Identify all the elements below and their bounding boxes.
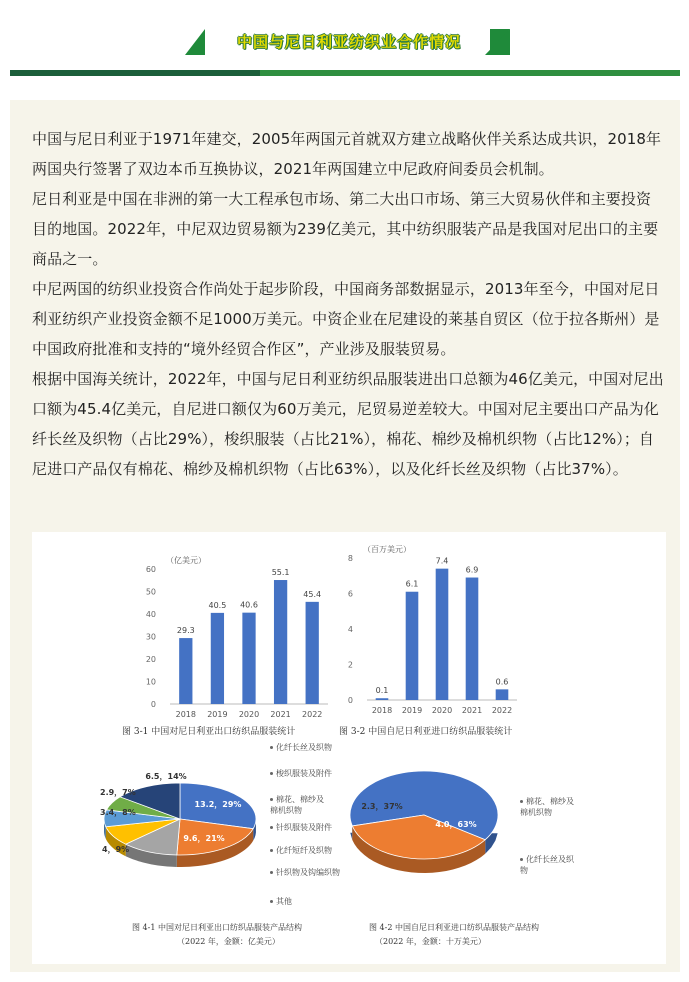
legend-dot-icon xyxy=(270,772,273,775)
y-tick-label: 50 xyxy=(145,587,156,597)
legend-item xyxy=(270,896,330,907)
legend-dot-icon xyxy=(270,871,273,874)
data-label: 6.9 xyxy=(465,565,479,575)
figure-4-2-caption: 图 4-2 中国自尼日利亚进口纺织品服装产品结构 xyxy=(369,923,539,932)
import-pie-chart xyxy=(344,757,514,887)
x-tick-label: 2018 xyxy=(371,706,393,715)
header-divider xyxy=(10,70,680,76)
y-tick-label: 0 xyxy=(150,700,156,709)
bar xyxy=(496,689,509,700)
data-label: 7.4 xyxy=(435,556,449,566)
data-label: 45.4 xyxy=(303,589,322,599)
paragraph-2: 尼日利亚是中国在非洲的第一大工程承包市场、第二大出口市场、第三大贸易伙伴和主要投资目的地国。2022年，中尼双边贸易额为239亿美元，其中纺织服装产品是我国对尼出口的主要商品之一。 xyxy=(32,190,659,268)
legend-item xyxy=(520,854,580,876)
y-tick-label: 20 xyxy=(145,655,156,664)
legend-dot-icon xyxy=(270,746,273,749)
title-left-triangle xyxy=(185,29,205,55)
pie-data-label: 3.4，8% xyxy=(100,808,136,817)
bar xyxy=(274,580,287,704)
legend-label: 化纤长丝及织物 xyxy=(520,855,574,875)
figure-4-1-subcaption: （2022 年，金额：亿美元） xyxy=(177,937,280,946)
legend-dot-icon xyxy=(520,858,523,861)
legend-label: 梭织服装及附件 xyxy=(276,769,332,778)
legend-label: 针织物及钩编织物 xyxy=(276,868,340,877)
legend-dot-icon xyxy=(520,800,523,803)
data-label: 55.1 xyxy=(271,568,290,578)
y-tick-label: 10 xyxy=(145,677,156,687)
export-bar-chart xyxy=(132,544,332,724)
figure-panel xyxy=(32,532,666,964)
pie-data-label: 4，9% xyxy=(102,845,130,854)
import-bar-chart xyxy=(337,540,527,720)
y-axis-label: （百万美元） xyxy=(363,545,411,554)
legend-label: 针织服装及附件 xyxy=(276,823,332,832)
legend-item xyxy=(270,867,340,878)
header-title-block xyxy=(185,27,510,57)
pie-data-label: 2.3，37% xyxy=(361,802,403,811)
legend-item xyxy=(270,822,350,833)
y-tick-label: 2 xyxy=(347,660,353,670)
legend-label: 其他 xyxy=(276,897,292,906)
bar xyxy=(466,578,479,700)
content-card xyxy=(10,100,680,972)
figure-3-1-caption: 图 3-1 中国对尼日利亚出口纺织品服装统计 xyxy=(122,727,296,737)
legend-item xyxy=(270,742,350,753)
pie-data-label: 4.0，63% xyxy=(435,820,477,829)
y-tick-label: 30 xyxy=(145,632,156,642)
data-label: 0.6 xyxy=(495,677,509,687)
x-tick-label: 2022 xyxy=(302,710,323,719)
bar xyxy=(306,602,319,704)
legend-item xyxy=(270,794,330,816)
y-axis-label: （亿美元） xyxy=(166,556,206,565)
legend-dot-icon xyxy=(270,798,273,801)
bar xyxy=(406,592,419,700)
paragraph-4: 根据中国海关统计，2022年，中国与尼日利亚纺织品服装进出口总额为46亿美元，中国对尼出口额为45.4亿美元，自尼进口额仅为60万美元，尼贸易逆差较大。中国对尼主要出口产品为化纤长丝及织物（占比29%），梭织服装（占比21%），棉花、棉纱及棉机织物（占比12%）；自尼进口产品仅有棉花、棉纱及棉机织物（占比63%），以及化纤长丝及织物（占比37%）。 xyxy=(32,370,664,478)
legend-item xyxy=(270,768,350,779)
legend-label: 棉花、棉纱及棉机织物 xyxy=(520,797,574,817)
page-title: 中国与尼日利亚纺织业合作情况 xyxy=(236,33,461,51)
y-tick-label: 60 xyxy=(145,565,156,574)
paragraph-3: 中尼两国的纺织业投资合作尚处于起步阶段，中国商务部数据显示，2013年至今，中国对尼日利亚纺织产业投资金额不足1000万美元。中资企业在尼建设的莱基自贸区（位于拉各斯州）是中国政府批准和支持的“境外经贸合作区”，产业涉及服装贸易。 xyxy=(32,280,660,358)
legend-label: 化纤短纤及织物 xyxy=(276,846,332,855)
data-label: 40.6 xyxy=(240,600,258,610)
x-tick-label: 2021 xyxy=(461,706,483,715)
pie-data-label: 9.6，21% xyxy=(183,834,225,843)
legend-dot-icon xyxy=(270,900,273,903)
data-label: 0.1 xyxy=(375,686,389,696)
y-tick-label: 8 xyxy=(347,554,353,563)
data-label: 29.3 xyxy=(176,626,195,636)
bar xyxy=(211,613,224,704)
legend-dot-icon xyxy=(270,826,273,829)
pie-data-label: 6.5，14% xyxy=(145,772,187,781)
figure-4-1-caption: 图 4-1 中国对尼日利亚出口纺织品服装产品结构 xyxy=(132,923,302,932)
bar xyxy=(436,569,449,700)
data-label: 6.1 xyxy=(405,579,419,589)
pie-data-label: 13.2，29% xyxy=(194,800,242,809)
legend-item xyxy=(520,796,580,818)
x-tick-label: 2018 xyxy=(175,710,196,719)
bar xyxy=(179,638,192,704)
figure-4-2-subcaption: （2022 年，金额：十万美元） xyxy=(375,937,486,946)
article-body xyxy=(32,124,664,484)
x-tick-label: 2020 xyxy=(431,706,453,715)
legend-item xyxy=(270,845,350,856)
data-label: 40.5 xyxy=(208,600,227,610)
legend-label: 棉花、棉纱及棉机织物 xyxy=(270,795,324,815)
pie-data-label: 2.9，7% xyxy=(100,788,136,797)
y-tick-label: 40 xyxy=(145,610,156,619)
x-tick-label: 2021 xyxy=(270,710,291,719)
legend-dot-icon xyxy=(270,849,273,852)
bar xyxy=(242,613,255,704)
bar xyxy=(376,698,389,700)
y-tick-label: 4 xyxy=(347,625,353,634)
x-tick-label: 2022 xyxy=(491,706,513,715)
x-tick-label: 2020 xyxy=(238,710,260,719)
x-tick-label: 2019 xyxy=(207,710,228,719)
y-tick-label: 6 xyxy=(347,589,353,599)
x-tick-label: 2019 xyxy=(401,706,423,715)
figure-3-2-caption: 图 3-2 中国自尼日利亚进口纺织品服装统计 xyxy=(339,727,513,737)
legend-label: 化纤长丝及织物 xyxy=(276,743,332,752)
paragraph-1: 中国与尼日利亚于1971年建交，2005年两国元首就双方建立战略伙伴关系达成共识，2018年两国央行签署了双边本币互换协议，2021年两国建立中尼政府间委员会机制。 xyxy=(32,130,662,178)
y-tick-label: 0 xyxy=(347,696,353,705)
